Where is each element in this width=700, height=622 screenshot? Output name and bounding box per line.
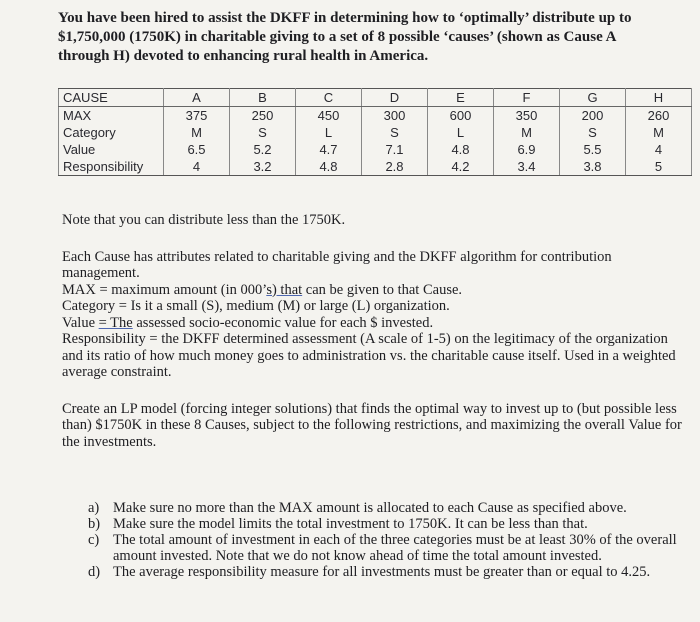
table-header-cell: F (494, 89, 560, 107)
restrictions-list (88, 500, 693, 580)
item-marker: b) (88, 516, 101, 532)
table-cell: 3.4 (494, 158, 560, 176)
list-item (88, 500, 693, 516)
table-cell: M (626, 124, 692, 141)
table-cell: L (296, 124, 362, 141)
table-cell: 200 (560, 107, 626, 125)
table-cell: S (362, 124, 428, 141)
table-cell: 4.8 (296, 158, 362, 176)
note-text: Note that you can distribute less than the 1750K. (62, 212, 346, 228)
table-header-cell: H (626, 89, 692, 107)
table-header-cell: C (296, 89, 362, 107)
table-cell: 4 (626, 141, 692, 158)
table-cell: 5.5 (560, 141, 626, 158)
row-label: Responsibility (59, 158, 164, 176)
definition-max-underlined: s) that (266, 281, 303, 298)
list-item (88, 564, 693, 580)
definition-category: Category = Is it a small (S), medium (M) or large (L) organization. (62, 298, 450, 314)
row-label: Value (59, 141, 164, 158)
table-row (59, 158, 692, 176)
item-text: The total amount of investment in each of the three categories must be at least 30% of the overall amount invested. Note that we do not know ahead of time the total amount invested. (113, 532, 677, 564)
row-label: Category (59, 124, 164, 141)
table-cell: L (428, 124, 494, 141)
intro-paragraph: You have been hired to assist the DKFF in determining how to ‘optimally’ distribute up to $1,750,000 (1750K) in charitable giving to a set of 8 possible ‘causes’ (shown as Cause A through H) devoted to enhancing rural health in America. (58, 10, 632, 64)
attributes-intro: Each Cause has attributes related to charitable giving and the DKFF algorithm for contribution management. (62, 248, 612, 281)
table-row (59, 141, 692, 158)
table-row (59, 124, 692, 141)
item-text: The average responsibility measure for all investments must be greater than or equal to 4.25. (113, 564, 651, 580)
table-cell: 4.7 (296, 141, 362, 158)
definition-value (62, 315, 688, 332)
table-cell: 3.2 (230, 158, 296, 176)
table-cell: 2.8 (362, 158, 428, 176)
definition-value-underlined: = The (98, 314, 133, 331)
table-cell: 350 (494, 107, 560, 125)
table-cell: 260 (626, 107, 692, 125)
table-cell: 4.2 (428, 158, 494, 176)
table-cell: S (560, 124, 626, 141)
table-cell: 250 (230, 107, 296, 125)
problem-description (62, 212, 688, 450)
item-marker: d) (88, 564, 101, 580)
table-cell: 7.1 (362, 141, 428, 158)
table-header-cell: E (428, 89, 494, 107)
table-header-label: CAUSE (59, 89, 164, 107)
table-cell: 300 (362, 107, 428, 125)
table-cell: M (164, 124, 230, 141)
cause-attribute-table (58, 88, 692, 176)
definition-responsibility: Responsibility = the DKFF determined assessment (A scale of 1-5) on the legitimacy of the organization and its ratio of how much money goes to administration vs. the charitable cause itself. Used in a weighted average constraint. (62, 331, 676, 380)
table-cell: 4.8 (428, 141, 494, 158)
item-marker: c) (88, 532, 100, 548)
table-cell: S (230, 124, 296, 141)
item-text: Make sure the model limits the total investment to 1750K. It can be less than that. (113, 516, 588, 532)
table-cell: 3.8 (560, 158, 626, 176)
row-label: MAX (59, 107, 164, 125)
table-header-row (59, 89, 692, 107)
table-cell: 5 (626, 158, 692, 176)
item-marker: a) (88, 500, 100, 516)
definition-max-part: can be given to that Cause. (302, 281, 463, 298)
table-header-cell: A (164, 89, 230, 107)
table-row (59, 107, 692, 125)
list-item (88, 516, 693, 532)
task-paragraph: Create an LP model (forcing integer solutions) that finds the optimal way to invest up to (but possible less than) $1750K in these 8 Causes, subject to the following restrictions, and maximizing the overall Value for the investments. (62, 400, 682, 450)
table-cell: 5.2 (230, 141, 296, 158)
table-cell: 6.5 (164, 141, 230, 158)
table-cell: 6.9 (494, 141, 560, 158)
table-header-cell: B (230, 89, 296, 107)
definition-max (62, 282, 688, 299)
table-cell: 4 (164, 158, 230, 176)
table-header-cell: D (362, 89, 428, 107)
definition-max-part: MAX = maximum amount (in 000’ (62, 281, 267, 298)
table-cell: 450 (296, 107, 362, 125)
table-cell: M (494, 124, 560, 141)
definition-value-part: Value (62, 314, 99, 331)
definition-value-part: assessed socio-economic value for each $ invested. (132, 314, 434, 331)
table-cell: 375 (164, 107, 230, 125)
table-cell: 600 (428, 107, 494, 125)
table-header-cell: G (560, 89, 626, 107)
list-item (88, 532, 693, 564)
item-text: Make sure no more than the MAX amount is allocated to each Cause as specified above. (113, 500, 627, 516)
